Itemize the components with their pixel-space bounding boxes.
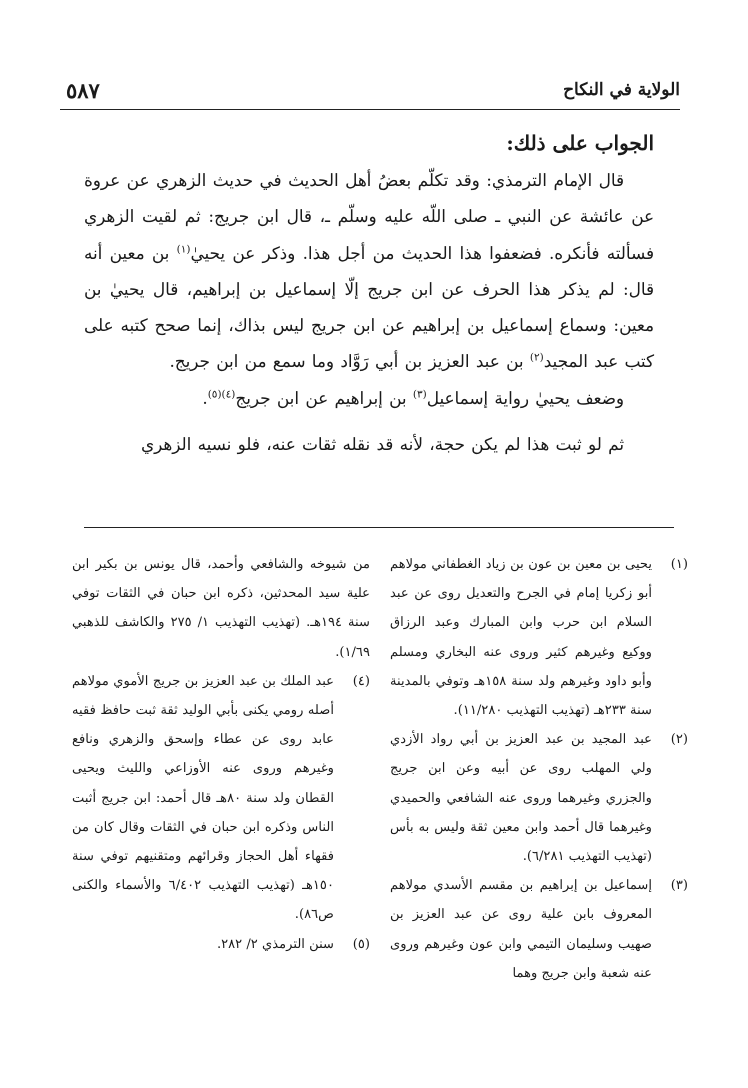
paragraph-2-text-b: بن إبراهيم عن ابن جريج: [235, 387, 413, 408]
footnote-3: [390, 871, 688, 988]
footnote-2-text: عبد المجيد بن عبد العزيز بن أبي رواد الأزدي ولي المهلب روى عن أبيه وعن ابن جريج والجزري وغيرهما وروى عنه الشافعي والحميدي وغيرهما قال أحمد وابن معين ثقة وليس به بأس (تهذيب التهذيب ٦/٢٨١).: [390, 732, 652, 865]
footnote-1-text: يحيى بن معين بن عون بن زياد الغطفاني مولاهم أبو زكريا إمام في الجرح والتعديل روى عن عبد السلام ابن حرب وابن المبارك وعبد الرزاق ووكيع وغيرهم كثير وروى عنه البخاري ومسلم وأبو داود وغيرهم ولد سنة ١٥٨هـ وتوفي بالمدينة سنة ٢٣٣هـ (تهذيب التهذيب ١١/٢٨٠).: [390, 557, 652, 719]
footnote-3-continuation-text: من شيوخه والشافعي وأحمد، قال يونس بن بكير ابن علية سيد المحدثين، ذكره ابن حبان في الثقات توفي سنة ١٩٤هـ. (تهذيب التهذيب ١/ ٢٧٥ والكاشف للذهبي ١/٦٩).: [72, 557, 370, 660]
footnotes-divider: [84, 527, 674, 528]
footnotes-column-left: [72, 550, 370, 959]
paragraph-2-text-a: وضعف يحييٰ رواية إسماعيل: [426, 387, 624, 408]
footnote-ref-1[interactable]: (١): [176, 243, 191, 255]
footnote-5-text: سنن الترمذي ٢/ ٢٨٢.: [216, 936, 334, 952]
footnote-3-label: (٣): [670, 878, 688, 894]
page-header: [60, 78, 680, 106]
footnote-2-label: (٢): [670, 732, 688, 748]
page-number: ٥٨٧: [66, 78, 100, 103]
footnote-4-label: (٤): [352, 673, 370, 689]
paragraph-1: [84, 162, 654, 380]
footnote-ref-2[interactable]: (٢): [529, 351, 544, 364]
paragraph-3: ثم لو ثبت هذا لم يكن حجة، لأنه قد نقله ثقات عنه، فلو نسيه الزهري: [140, 434, 624, 455]
header-divider: [60, 109, 680, 110]
section-heading: الجواب على ذلك:: [506, 131, 654, 155]
paragraph-2: [84, 380, 654, 416]
main-body: [84, 162, 654, 462]
footnote-ref-4[interactable]: (٤): [221, 388, 236, 401]
footnote-5: [72, 930, 370, 959]
paragraph-1-text-c: بن عبد العزيز بن أبي رَوَّاد وما سمع من ابن جريج.: [169, 351, 530, 372]
footnote-2: [390, 725, 688, 871]
footnote-4: [72, 667, 370, 930]
footnote-3-continuation: [72, 550, 370, 667]
footnote-ref-3[interactable]: (٣): [412, 388, 427, 401]
footnote-1: [390, 550, 688, 725]
paragraph-1-text-b: بن معين أنه قال: لم يذكر هذا الحرف عن ابن جريج إلّا إسماعيل بن إبراهيم، قال يحييٰ بن معين: وسماع إسماعيل بن إبراهيم عن ابن جريج ليس بذاك، إنما صحح كتبه على كتب عبد المجيد: [84, 242, 654, 372]
running-title: الولاية في النكاح: [563, 80, 680, 100]
paragraph-1-text-a: قال الإمام الترمذي: وقد تكلّم بعضُ أهل الحديث في حديث الزهري عن عروة عن عائشة عن النبي ـ صلى اللّه عليه وسلّم ـ، قال ابن جريج: ثم لقيت الزهري فسألته فأنكره. فضعفوا هذا الحديث من أجل هذا. وذكر عن يحييٰ: [84, 170, 654, 263]
footnotes-column-right: [390, 550, 688, 988]
footnote-4-text: عبد الملك بن عبد العزيز بن جريج الأموي مولاهم أصله رومي يكنى بأبي الوليد ثقة ثبت حافظ فقيه عابد روى عن عطاء وإسحق والزهري ونافع وغيرهم وروى عنه الأوزاعي والليث ويحيى القطان ولد سنة ٨٠هـ قال أحمد: ابن جريج أثبت الناس وذكره ابن حبان في الثقات وقال كان من فقهاء أهل الحجاز وقرائهم ومتقنيهم توفي سنة ١٥٠هـ (تهذيب التهذيب ٦/٤٠٢ والأسماء والكنى ص٨٦).: [72, 673, 334, 923]
footnote-1-label: (١): [670, 557, 688, 572]
footnote-5-label: (٥): [352, 936, 370, 952]
paragraph-2-end: .: [202, 387, 208, 408]
footnote-ref-5[interactable]: (٥): [207, 388, 222, 401]
footnote-3-text: إسماعيل بن إبراهيم بن مقسم الأسدي مولاهم المعروف بابن علية روى عن عبد العزيز بن صهيب وسليمان التيمي وابن عون وغيرهم وروى عنه شعبة وابن جريج وهما: [390, 878, 652, 981]
main-text-block: [84, 124, 654, 462]
